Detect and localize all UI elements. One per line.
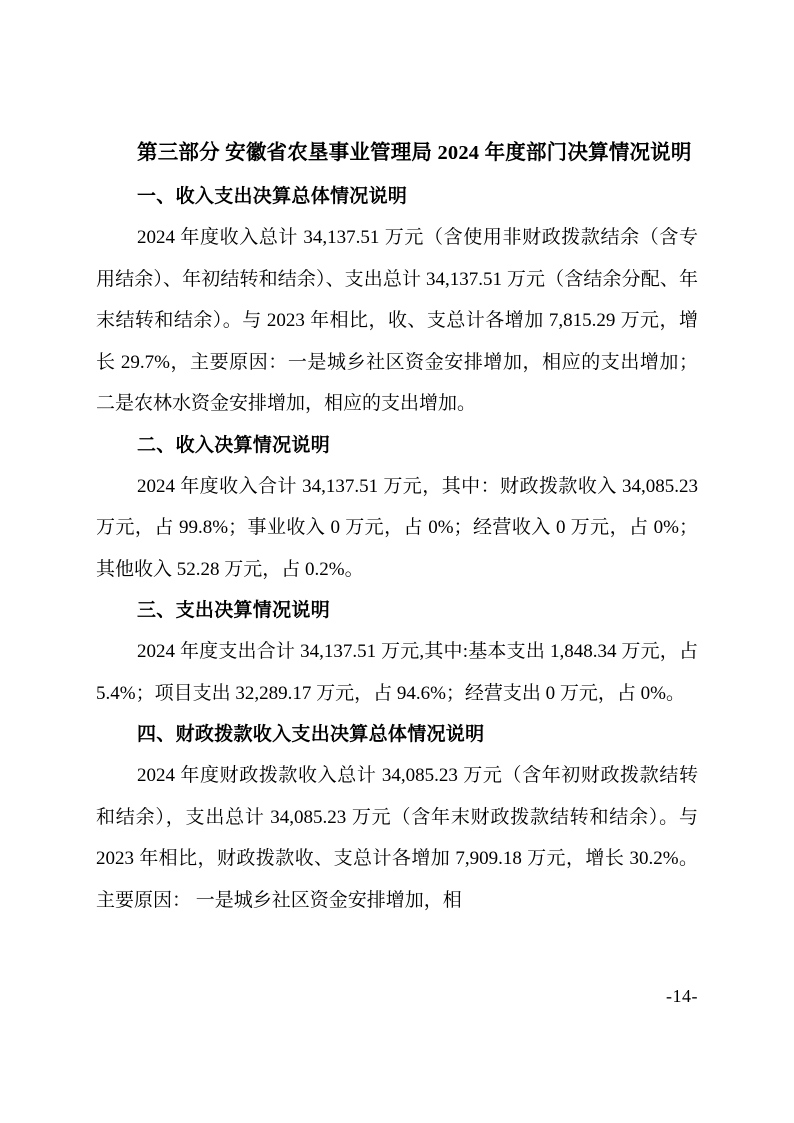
section-paragraph-3: 2024 年度支出合计 34,137.51 万元,其中:基本支出 1,848.34 万元，占 5.4%；项目支出 32,289.17 万元，占 94.6%；经营支出 0 万元，占 0%。	[96, 641, 698, 704]
section-heading-1: 一、收入支出决算总体情况说明	[137, 186, 408, 207]
page-number: -14-	[666, 986, 698, 1006]
section-heading-4: 四、财政拨款收入支出决算总体情况说明	[137, 724, 485, 745]
section-paragraph-2: 2024 年度收入合计 34,137.51 万元，其中：财政拨款收入 34,085.23 万元，占 99.8%；事业收入 0 万元，占 0%；经营收入 0 万元，占 0%；其他收入 52.28 万元，占 0.2%。	[96, 475, 698, 580]
section-heading-3: 三、支出决算情况说明	[137, 600, 331, 621]
section-paragraph-1: 2024 年度收入总计 34,137.51 万元（含使用非财政拨款结余（含专用结余）、年初结转和结余）、支出总计 34,137.51 万元（含结余分配、年末结转和结余）。与 2023 年相比，收、支总计各增加 7,815.29 万元，增长 29.7%，主要原因：一是城乡社区资金安排增加，相应的支出增加；二是农林水资金安排增加，相应的支出增加。	[96, 227, 698, 414]
page-title: 第三部分 安徽省农垦事业管理局 2024 年度部门决算情况说明	[137, 142, 692, 164]
section-heading-2: 二、收入决算情况说明	[137, 434, 331, 456]
section-paragraph-4: 2024 年度财政拨款收入总计 34,085.23 万元（含年初财政拨款结转和结余），支出总计 34,085.23 万元（含年末财政拨款结转和结余）。与 2023 年相比，财政拨款收、支总计各增加 7,909.18 万元，增长 30.2%。主要原因： 一是城乡社区资金安排增加，相	[96, 765, 698, 911]
